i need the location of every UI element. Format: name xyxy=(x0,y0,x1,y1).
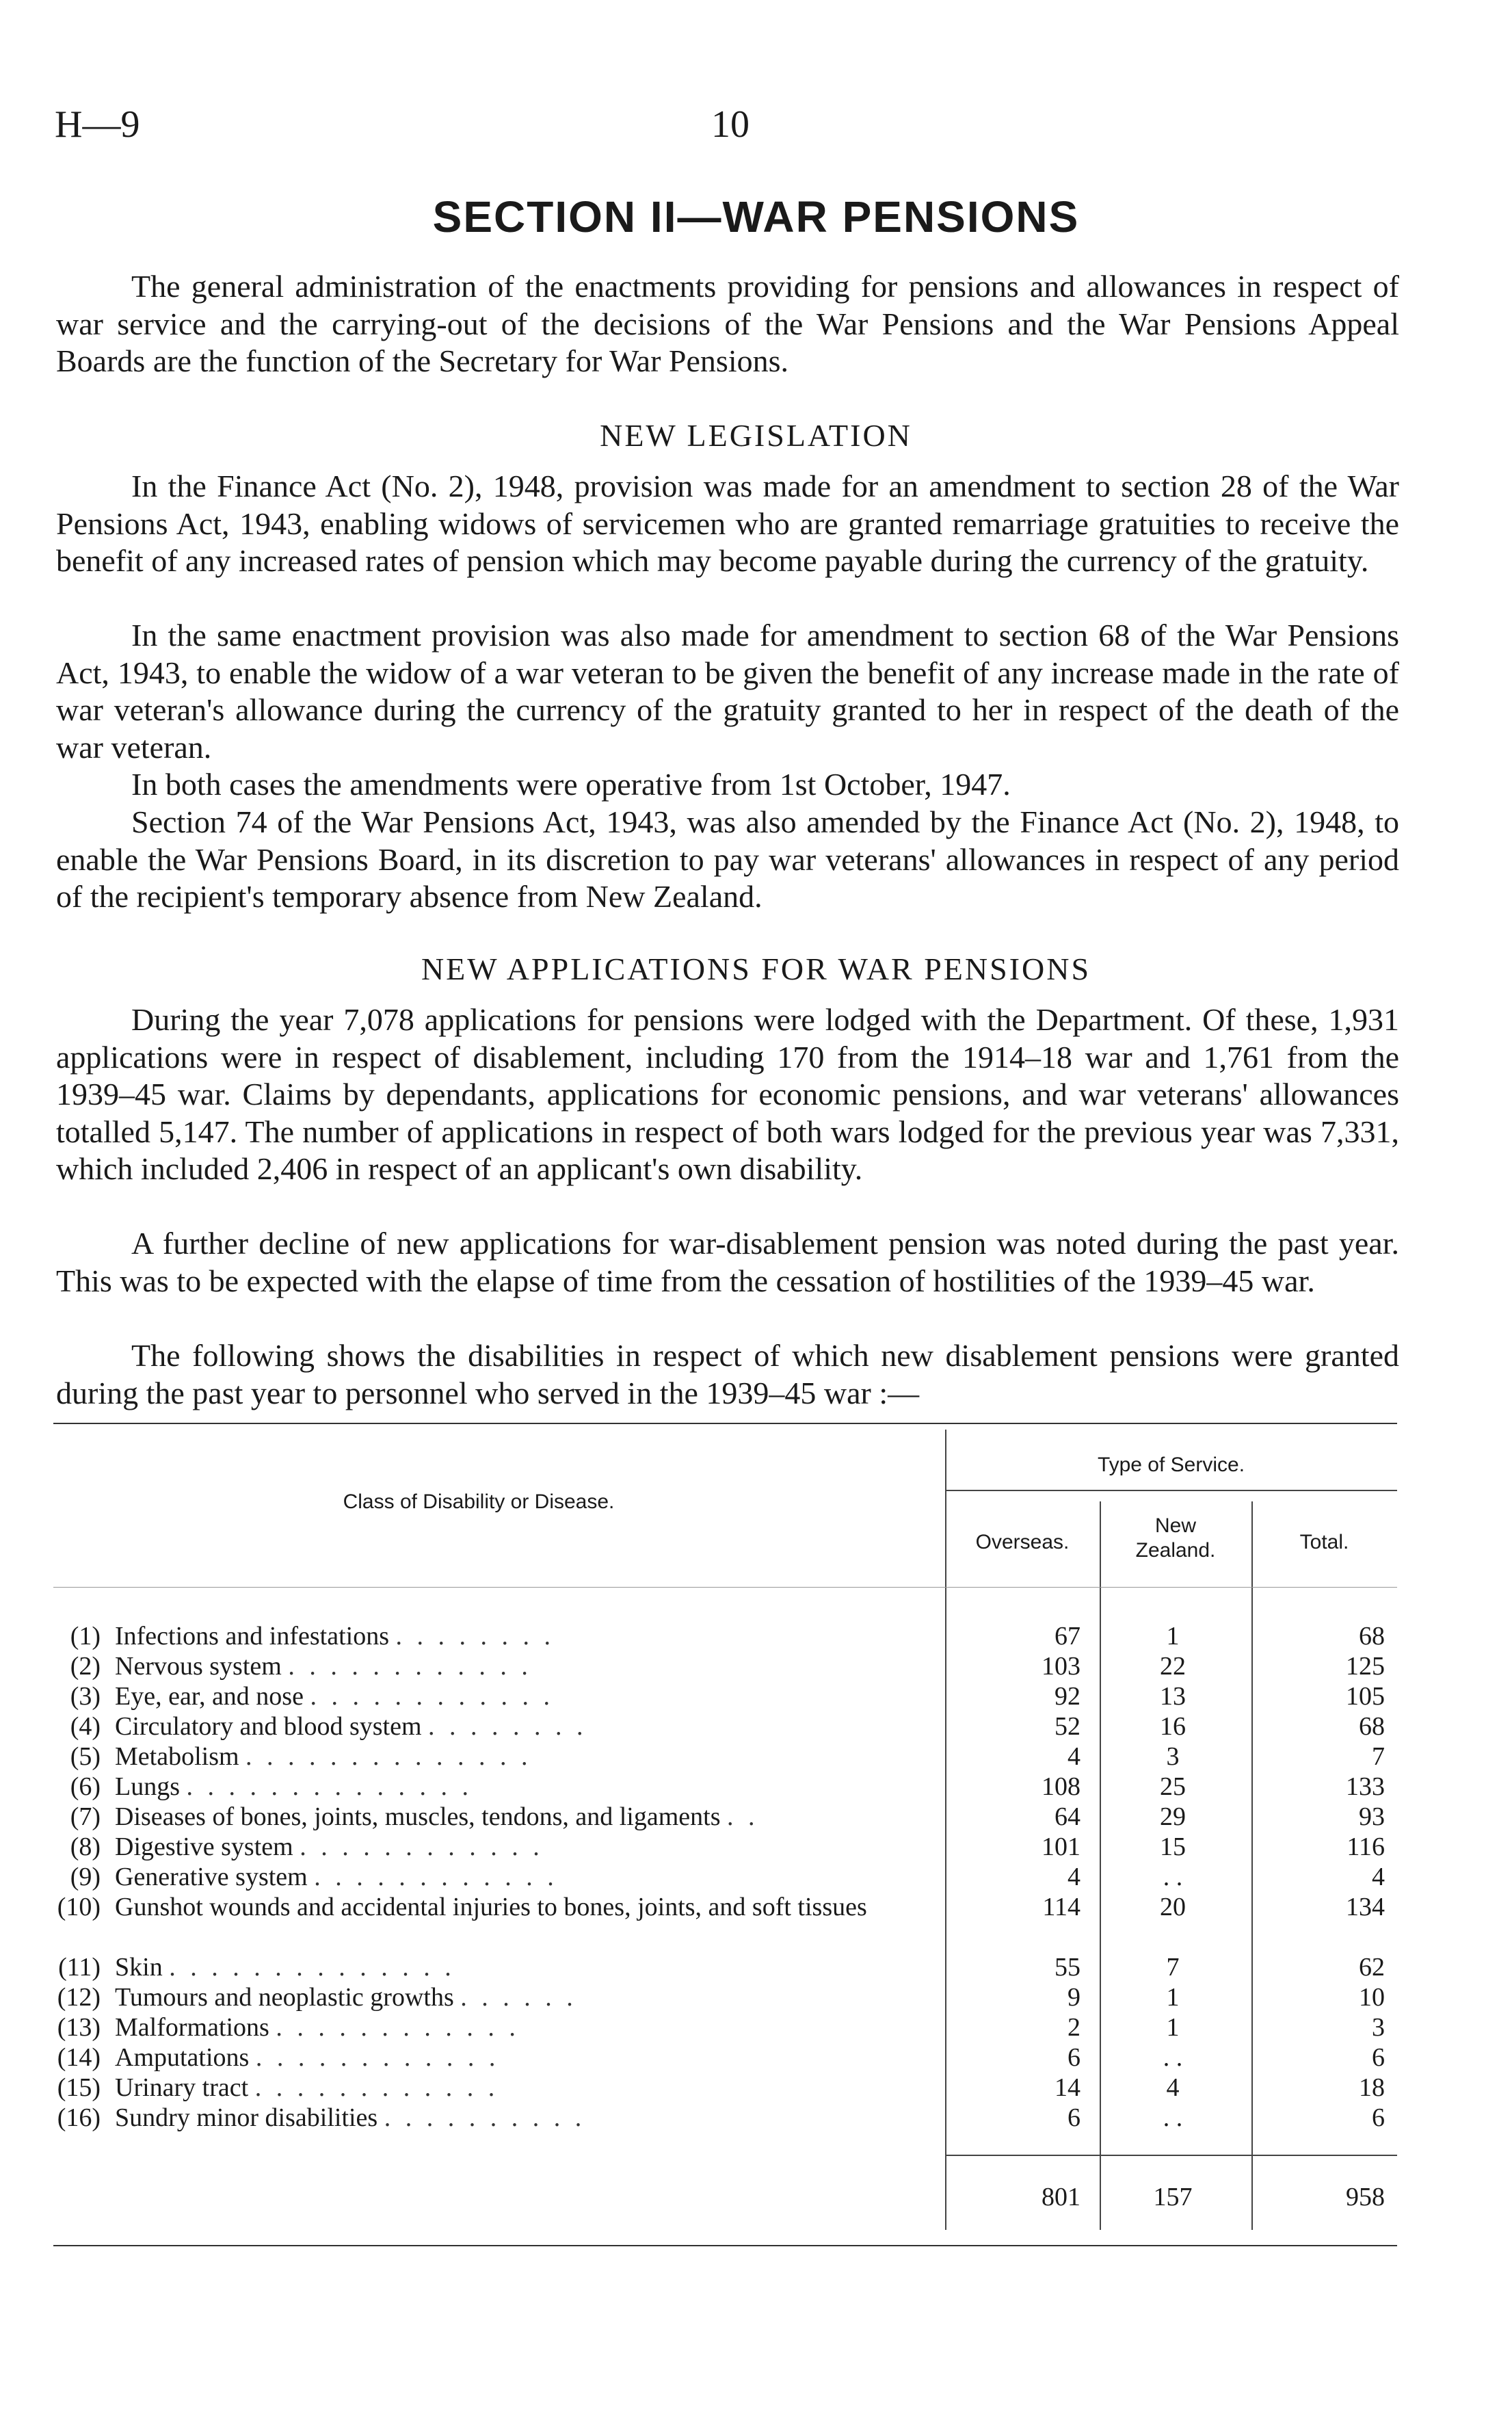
new-zealand-value: . . xyxy=(1163,1863,1183,1891)
table-row xyxy=(0,2012,1512,2042)
dot-leader: . . . . . . . . . . . . . . xyxy=(169,1953,455,1982)
dot-leader: . . . . . . . . . . . . xyxy=(288,1652,532,1681)
table-row xyxy=(0,1681,1512,1711)
total-value: 68 xyxy=(1359,1622,1385,1651)
overseas-value: 101 xyxy=(1042,1832,1080,1861)
overseas-value: 55 xyxy=(1055,1953,1080,1982)
header-separator xyxy=(53,1587,1397,1588)
section-title: SECTION II—WAR PENSIONS xyxy=(432,192,1080,241)
new-zealand-column-header xyxy=(1100,1514,1251,1563)
table-row xyxy=(0,1832,1512,1862)
dot-leader: . . . . . . xyxy=(460,1983,577,2012)
disability-label xyxy=(115,1982,922,2012)
disability-label xyxy=(115,1651,922,1681)
disability-label xyxy=(115,2012,922,2042)
applications-paragraph: The following shows the disabilities in respect of which new disablement pensions were granted during the past year to personnel who served in the 1939–45 war :— xyxy=(56,1338,1399,1410)
total-column-header: Total. xyxy=(1299,1531,1349,1553)
disability-label xyxy=(115,2103,922,2133)
new-zealand-value: . . xyxy=(1163,2043,1183,2072)
row-number: (14) xyxy=(57,2043,101,2072)
dot-leader: . . . . . . . . xyxy=(428,1712,587,1741)
row-number: (4) xyxy=(70,1712,101,1741)
page-number: 10 xyxy=(711,103,750,146)
applications-paragraph: A further decline of new applications for war-disablement pension was noted during the past year. This was to be expected with the elapse of time from the cessation of hostilities of the 1939–45 war. xyxy=(56,1226,1399,1298)
type-header-rule xyxy=(945,1490,1397,1491)
disability-name: Nervous system xyxy=(115,1652,282,1681)
new-zealand-value: 29 xyxy=(1160,1802,1186,1831)
disability-name: Digestive system xyxy=(115,1832,293,1861)
overseas-value: 64 xyxy=(1055,1802,1080,1831)
dot-leader: . . . . . . . . . . . . xyxy=(254,2073,499,2102)
total-value: 125 xyxy=(1346,1652,1385,1681)
total-value: 7 xyxy=(1372,1742,1385,1771)
table-row xyxy=(0,1892,1512,1952)
overseas-value: 108 xyxy=(1042,1772,1080,1801)
row-number: (3) xyxy=(70,1682,101,1711)
overseas-value: 92 xyxy=(1055,1682,1080,1711)
new-zealand-header-line: New xyxy=(1154,1514,1196,1537)
disability-name: Tumours and neoplastic growths xyxy=(115,1983,454,2012)
disability-label xyxy=(115,1772,922,1802)
new-zealand-value: 25 xyxy=(1160,1772,1186,1801)
overseas-column-header: Overseas. xyxy=(975,1531,1070,1553)
overseas-value: 52 xyxy=(1055,1712,1080,1741)
overseas-value: 67 xyxy=(1055,1622,1080,1651)
disability-label xyxy=(115,1681,922,1711)
row-number: (13) xyxy=(57,2013,101,2042)
type-of-service-header: Type of Service. xyxy=(1097,1454,1245,1476)
disability-label xyxy=(115,1742,922,1772)
row-number: (8) xyxy=(70,1832,101,1861)
grand-total: 958 xyxy=(1346,2183,1385,2211)
table-row xyxy=(0,1621,1512,1651)
table-row xyxy=(0,1711,1512,1742)
disability-label xyxy=(115,1862,922,1892)
new-legislation-heading: NEW LEGISLATION xyxy=(600,418,912,453)
dot-leader: . . . . . . . . . . . . xyxy=(255,2043,500,2072)
total-value: 68 xyxy=(1359,1712,1385,1741)
dot-leader: . . . . . . . . . . . . . . xyxy=(246,1742,532,1771)
disability-name: Urinary tract xyxy=(115,2073,249,2102)
dot-leader: . . xyxy=(727,1802,759,1831)
table-row xyxy=(0,1651,1512,1681)
new-zealand-value: 20 xyxy=(1160,1893,1186,1921)
new-zealand-value: 4 xyxy=(1166,2073,1180,2102)
overseas-value: 4 xyxy=(1067,1863,1080,1891)
disability-name: Metabolism xyxy=(115,1742,239,1771)
totals-rule xyxy=(945,2155,1397,2156)
total-value: 3 xyxy=(1372,2013,1385,2042)
overseas-value: 2 xyxy=(1067,2013,1080,2042)
total-value: 62 xyxy=(1359,1953,1385,1982)
new-zealand-total: 157 xyxy=(1153,2183,1193,2211)
row-number: (15) xyxy=(57,2073,101,2102)
new-zealand-value: 16 xyxy=(1160,1712,1186,1741)
legislation-paragraph: Section 74 of the War Pensions Act, 1943, was also amended by the Finance Act (No. 2), 1948, to enable the War Pensions Board, in its discretion to pay war veterans' allowances in respect of any period of the recipient's temporary absence from New Zealand. xyxy=(56,804,1399,914)
table-row xyxy=(0,1802,1512,1832)
disability-name: Lungs xyxy=(115,1772,180,1801)
table-row xyxy=(0,1952,1512,1982)
new-zealand-value: 1 xyxy=(1166,2013,1180,2042)
overseas-value: 4 xyxy=(1067,1742,1080,1771)
table-top-rule xyxy=(53,1423,1397,1424)
dot-leader: . . . . . . . . . . . . xyxy=(314,1863,558,1891)
new-zealand-value: 1 xyxy=(1166,1983,1180,2012)
row-number: (2) xyxy=(70,1652,101,1681)
total-value: 133 xyxy=(1346,1772,1385,1801)
disability-name: Generative system xyxy=(115,1863,308,1891)
total-value: 105 xyxy=(1346,1682,1385,1711)
table-row xyxy=(0,1772,1512,1802)
disability-name: Circulatory and blood system xyxy=(115,1712,422,1741)
table-row xyxy=(0,2042,1512,2073)
legislation-paragraph: In the same enactment provision was also made for amendment to section 68 of the War Pensions Act, 1943, to enable the widow of a war veteran to be given the benefit of any increase made in the rate of war veteran's allowance during the currency of the gratuity granted to her in respect of the death of the war veteran. xyxy=(56,618,1399,765)
disability-name: Skin xyxy=(115,1953,163,1982)
new-zealand-value: 1 xyxy=(1166,1622,1180,1651)
applications-paragraph: During the year 7,078 applications for pensions were lodged with the Department. Of these, 1,931 applications were in respect of disablement, including 170 from the 1914–18 war and 1,761 from the 1939–45 war. Claims by dependants, applications for economic pensions, and war veterans' allowances totalled 5,147. The number of applications in respect of both wars lodged for the previous year was 7,331, which included 2,406 in respect of an applicant's own disability. xyxy=(56,1002,1399,1186)
disability-label xyxy=(115,1802,922,1832)
new-zealand-value: 15 xyxy=(1160,1832,1186,1861)
total-value: 4 xyxy=(1372,1863,1385,1891)
table-row xyxy=(0,2103,1512,2133)
total-value: 93 xyxy=(1359,1802,1385,1831)
disability-label xyxy=(115,1952,922,1982)
dot-leader: . . . . . . . . . . . . xyxy=(276,2013,520,2042)
total-value: 6 xyxy=(1372,2043,1385,2072)
dot-leader: . . . . . . . . . . xyxy=(384,2103,586,2132)
overseas-value: 14 xyxy=(1055,2073,1080,2102)
table-bottom-rule xyxy=(53,2245,1397,2246)
row-number: (16) xyxy=(57,2103,101,2132)
row-number: (7) xyxy=(70,1802,101,1831)
overseas-value: 103 xyxy=(1042,1652,1080,1681)
disability-label xyxy=(115,2042,922,2073)
disability-label xyxy=(115,1892,922,1922)
table-row xyxy=(0,1742,1512,1772)
disability-name: Eye, ear, and nose xyxy=(115,1682,304,1711)
table-row xyxy=(0,1982,1512,2012)
dot-leader: . . . . . . . . . . . . . . xyxy=(186,1772,473,1801)
row-number: (1) xyxy=(70,1622,101,1651)
disability-name: Sundry minor disabilities xyxy=(115,2103,378,2132)
disability-name: Gunshot wounds and accidental injuries to bones, joints, and soft tissues xyxy=(115,1893,867,1921)
new-zealand-header-line: Zealand. xyxy=(1135,1539,1216,1562)
total-value: 116 xyxy=(1347,1832,1385,1861)
intro-paragraph: The general administration of the enactments providing for pensions and allowances in respect of war service and the carrying-out of the decisions of the War Pensions and the War Pensions Appeal Boards are the function of the Secretary for War Pensions. xyxy=(56,269,1399,378)
table-row xyxy=(0,2073,1512,2103)
new-zealand-value: 13 xyxy=(1160,1682,1186,1711)
dot-leader: . . . . . . . . . . . . xyxy=(310,1682,554,1711)
disability-label xyxy=(115,1621,922,1651)
new-applications-heading: NEW APPLICATIONS FOR WAR PENSIONS xyxy=(421,951,1091,986)
row-number: (5) xyxy=(70,1742,101,1771)
dot-leader: . . . . . . . . . . . . xyxy=(300,1832,544,1861)
disability-name: Amputations xyxy=(115,2043,250,2072)
new-zealand-value: 22 xyxy=(1160,1652,1186,1681)
row-number: (9) xyxy=(70,1863,101,1891)
disability-name: Diseases of bones, joints, muscles, tendons, and ligaments xyxy=(115,1802,721,1831)
new-zealand-value: . . xyxy=(1163,2103,1183,2132)
total-value: 10 xyxy=(1359,1983,1385,2012)
dot-leader: . . . . . . . . xyxy=(395,1622,555,1651)
table-row xyxy=(0,1862,1512,1892)
legislation-paragraph: In the Finance Act (No. 2), 1948, provision was made for an amendment to section 28 of the War Pensions Act, 1943, enabling widows of servicemen who are granted remarriage gratuities to receive the benefit of any increased rates of pension which may become payable during the currency of the gratuity. xyxy=(56,469,1399,578)
row-number: (11) xyxy=(58,1953,101,1982)
overseas-value: 6 xyxy=(1067,2043,1080,2072)
disability-label xyxy=(115,2073,922,2103)
total-value: 6 xyxy=(1372,2103,1385,2132)
class-column-header: Class of Disability or Disease. xyxy=(343,1490,615,1513)
disability-name: Malformations xyxy=(115,2013,269,2042)
total-value: 18 xyxy=(1359,2073,1385,2102)
new-zealand-value: 7 xyxy=(1166,1953,1180,1982)
disability-label xyxy=(115,1832,922,1862)
legislation-paragraph: In both cases the amendments were operative from 1st October, 1947. xyxy=(131,767,1011,802)
overseas-total: 801 xyxy=(1042,2183,1080,2211)
overseas-value: 9 xyxy=(1067,1983,1080,2012)
row-number: (6) xyxy=(70,1772,101,1801)
disability-name: Infections and infestations xyxy=(115,1622,390,1651)
overseas-value: 114 xyxy=(1042,1893,1080,1921)
row-number: (10) xyxy=(57,1893,101,1921)
overseas-value: 6 xyxy=(1067,2103,1080,2132)
total-value: 134 xyxy=(1346,1893,1385,1921)
new-zealand-value: 3 xyxy=(1166,1742,1180,1771)
disability-label xyxy=(115,1711,922,1742)
report-code: H—9 xyxy=(55,103,140,146)
row-number: (12) xyxy=(57,1983,101,2012)
